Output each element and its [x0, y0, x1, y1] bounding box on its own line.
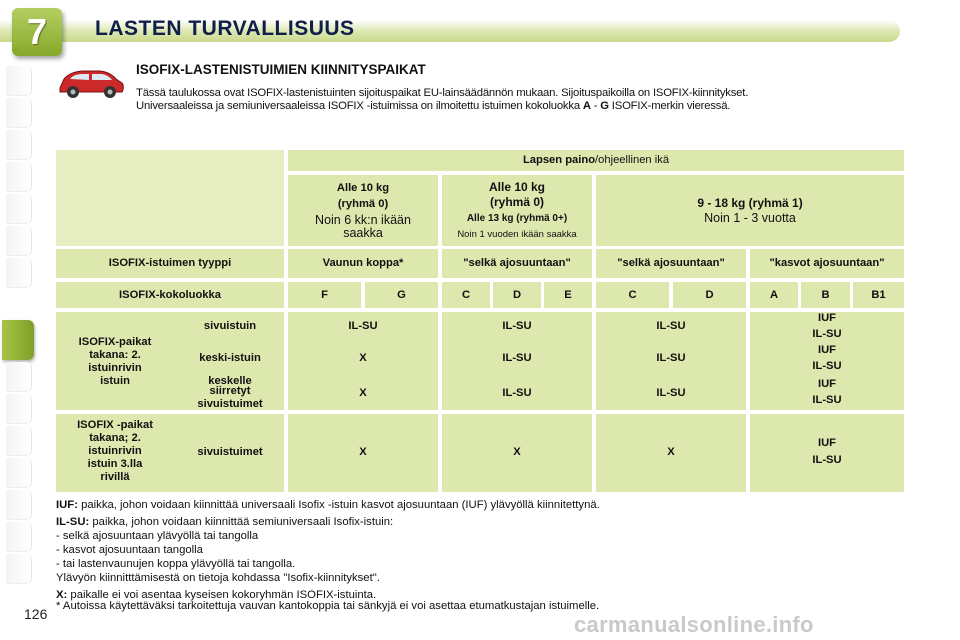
chapter-tab[interactable] [6, 458, 32, 488]
group-1: 9 - 18 kg (ryhmä 1) Noin 1 - 3 vuotta [596, 175, 904, 246]
chapter-tab[interactable] [6, 426, 32, 456]
chapter-tab[interactable] [6, 258, 32, 288]
seat-type-carrycot: Vaunun koppa* [288, 249, 438, 278]
value-cell: X [513, 446, 521, 458]
value-cell: IL-SU [502, 352, 532, 364]
footnote: * Autoissa käytettäväksi tarkoitettuja vauvan kantokoppia tai sänkyjä ei voi asettaa etumatkustajan istuimelle. [56, 600, 600, 612]
chapter-tab[interactable] [6, 394, 32, 424]
chapter-tab-active[interactable] [2, 320, 34, 360]
size-class-cell: D [673, 282, 746, 308]
chapter-tab[interactable] [6, 162, 32, 192]
value-cell: IL-SU [656, 387, 686, 399]
chapter-tab[interactable] [6, 194, 32, 224]
watermark: carmanualsonline.info [574, 612, 814, 637]
value-cell: IL-SU [502, 387, 532, 399]
value-cell: X [667, 446, 675, 458]
chapter-tab[interactable] [6, 554, 32, 584]
group-0-under-10kg: Alle 10 kg (ryhmä 0) Noin 6 kk:n ikään saakka [288, 175, 438, 246]
legend-ilsu: IL-SU: paikka, johon voidaan kiinnittää semiuniversaali Isofix-istuin: [56, 516, 394, 528]
section-title: ISOFIX-LASTENISTUIMIEN KIINNITYSPAIKAT [136, 62, 426, 77]
chapter-tab[interactable] [6, 98, 32, 128]
intro-line-1: Tässä taulukossa ovat ISOFIX-lastenistuinten sijoituspaikat EU-lainsäädännön mukaan. Sijoituspaikoilla on ISOFIX-kiinnitykset. [136, 87, 749, 99]
size-class-cell: D [493, 282, 541, 308]
chapter-tabs [0, 62, 36, 582]
row2-pos-moved-side: keskelle siirretyt sivuistuimet [197, 375, 263, 410]
size-class-cell: C [442, 282, 490, 308]
page-number: 126 [24, 606, 48, 622]
row3-pos-side: sivuistuimet [197, 446, 263, 458]
group-0plus: Alle 10 kg (ryhmä 0) Alle 13 kg (ryhmä 0+) Noin 1 vuoden ikään saakka [442, 175, 592, 246]
legend-note: Ylävyön kiinnitttämisestä on tietoja kohdassa "Isofix-kiinnitykset". [56, 572, 380, 584]
size-class-cell: B1 [853, 282, 904, 308]
legend-item: - tai lastenvaunujen koppa ylävyöllä tai tangolla. [56, 558, 296, 570]
chapter-tab[interactable] [6, 66, 32, 96]
legend-item: - selkä ajosuuntaan ylävyöllä tai tangolla [56, 530, 259, 542]
row2-pos-side: sivuistuin [203, 320, 257, 332]
value-cell: X [359, 387, 367, 399]
size-class-cell: A [750, 282, 798, 308]
intro-line-2: Universaaleissa ja semiuniversaaleissa ISOFIX -istuimissa on ilmoitettu istuimen kokoluokka A - G ISOFIX-merkin vieressä. [136, 100, 731, 112]
value-cell: IL-SU [656, 320, 686, 332]
legend-x: X: paikalle ei voi asentaa kyseisen kokoryhmän ISOFIX-istuinta. [56, 589, 377, 601]
size-class-cell: G [365, 282, 438, 308]
value-cell: IUF IL-SU [812, 378, 842, 406]
chapter-tab[interactable] [6, 522, 32, 552]
size-class-cell: E [544, 282, 592, 308]
chapter-tab[interactable] [6, 226, 32, 256]
size-class-cell: C [596, 282, 669, 308]
weight-header: Lapsen paino/ohjeellinen ikä [288, 150, 904, 171]
row2-pos-center: keski-istuin [199, 352, 261, 364]
value-cell: IUF IL-SU [812, 312, 842, 340]
value-cell: IL-SU [348, 320, 378, 332]
value-cell: IUF IL-SU [812, 437, 842, 466]
chapter-title: LASTEN TURVALLISUUS [95, 17, 355, 40]
chapter-number: 7 [12, 8, 62, 56]
corner-cell [56, 150, 284, 246]
value-cell: IL-SU [502, 320, 532, 332]
value-cell: IL-SU [656, 352, 686, 364]
row3-label: ISOFIX -paikat takana; 2. istuinrivin istuin 3.lla rivillä [77, 419, 153, 483]
value-cell: X [359, 352, 367, 364]
seat-type-label: ISOFIX-istuimen tyyppi [56, 249, 284, 278]
row2-label: ISOFIX-paikat takana: 2. istuinrivin istuin [78, 336, 152, 387]
chapter-tab[interactable] [6, 362, 32, 392]
legend-item: - kasvot ajosuuntaan tangolla [56, 544, 203, 556]
chapter-tab[interactable] [6, 130, 32, 160]
seat-type-rear-facing: "selkä ajosuuntaan" [442, 249, 592, 278]
isofix-table [56, 148, 904, 494]
seat-type-rear-facing: "selkä ajosuuntaan" [596, 249, 746, 278]
chapter-tab[interactable] [6, 490, 32, 520]
car-icon [56, 66, 126, 100]
legend-iuf: IUF: paikka, johon voidaan kiinnittää universaali Isofix -istuin kasvot ajosuuntaan (IUF) ylävyöllä kiinnitettynä. [56, 499, 600, 511]
size-class-cell: F [288, 282, 361, 308]
chapter-header [0, 0, 960, 62]
size-class-label: ISOFIX-kokoluokka [56, 282, 284, 308]
value-cell: X [359, 446, 367, 458]
value-cell: IUF IL-SU [812, 344, 842, 372]
intro-text [136, 87, 926, 113]
seat-type-forward-facing: "kasvot ajosuuntaan" [750, 249, 904, 278]
size-class-cell: B [801, 282, 850, 308]
